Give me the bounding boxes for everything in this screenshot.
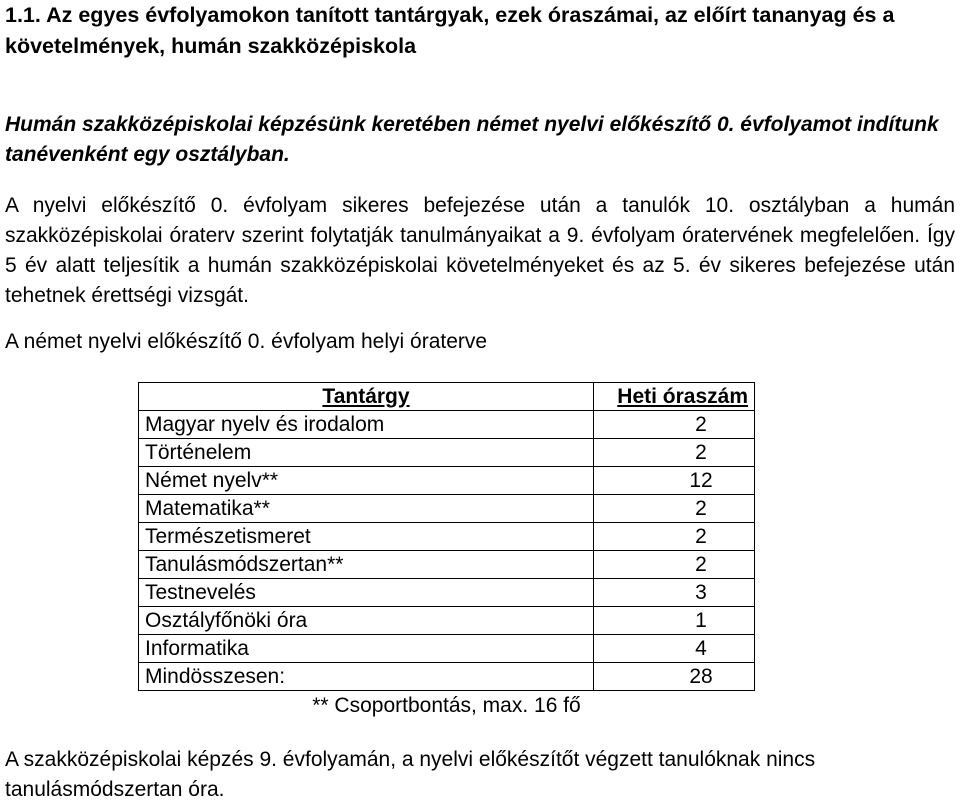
table-row — [139, 607, 755, 635]
table-row — [139, 635, 755, 663]
column-header-weekly-hours: Heti óraszám — [594, 383, 755, 411]
subject-cell: Osztályfőnöki óra — [139, 607, 594, 635]
section-number: 1.1. — [5, 3, 41, 27]
table-total-row — [139, 663, 755, 691]
table-row — [139, 439, 755, 467]
hours-cell: 2 — [594, 551, 755, 579]
table-row — [139, 467, 755, 495]
subject-cell: Természetismeret — [139, 523, 594, 551]
paragraph-program-description: A nyelvi előkészítő 0. évfolyam sikeres befejezése után a tanulók 10. osztályban a humán szakközépiskolai óraterv szerint folytatják tanulmányaikat a 9. évfolyam óratervének megfelelően. Így 5 év alatt teljesítik a humán szakközépiskolai követelményeket és az 5. év sikeres befejezése után tehetnek érettségi vizsgát. — [5, 194, 955, 307]
hours-cell: 2 — [594, 411, 755, 439]
table-header-row — [139, 383, 755, 411]
table-row — [139, 411, 755, 439]
section-heading — [5, 0, 955, 62]
lead-paragraph: Humán szakközépiskolai képzésünk keretében német nyelvi előkészítő 0. évfolyamot indítunk tanévenként egy osztályban. — [5, 113, 939, 166]
hours-cell: 4 — [594, 635, 755, 663]
subject-cell: Történelem — [139, 439, 594, 467]
subject-cell: Matematika** — [139, 495, 594, 523]
table-footnote: ** Csoportbontás, max. 16 fő — [312, 694, 581, 717]
table-row — [139, 495, 755, 523]
hours-cell: 2 — [594, 523, 755, 551]
hours-cell: 12 — [594, 467, 755, 495]
subject-cell: Magyar nyelv és irodalom — [139, 411, 594, 439]
subject-cell: Tanulásmódszertan** — [139, 551, 594, 579]
subject-cell: Német nyelv** — [139, 467, 594, 495]
hours-cell: 3 — [594, 579, 755, 607]
total-label-cell: Mindösszesen: — [139, 663, 594, 691]
weekly-hours-table — [138, 382, 755, 691]
subject-cell: Informatika — [139, 635, 594, 663]
column-header-subject: Tantárgy — [139, 383, 594, 411]
hours-cell: 2 — [594, 439, 755, 467]
table-row — [139, 579, 755, 607]
section-title: Az egyes évfolyamokon tanított tantárgyak, ezek óraszámai, az előírt tananyag és a követelmények, humán szakközépiskola — [5, 3, 895, 58]
closing-paragraph: A szakközépiskolai képzés 9. évfolyamán, a nyelvi előkészítőt végzett tanulóknak nincs tanulásmódszertan óra. — [5, 748, 816, 801]
total-hours-cell: 28 — [594, 663, 755, 691]
hours-cell: 2 — [594, 495, 755, 523]
subject-cell: Testnevelés — [139, 579, 594, 607]
table-row — [139, 523, 755, 551]
table-row — [139, 551, 755, 579]
table-caption: A német nyelvi előkészítő 0. évfolyam helyi óraterve — [5, 330, 488, 353]
hours-cell: 1 — [594, 607, 755, 635]
